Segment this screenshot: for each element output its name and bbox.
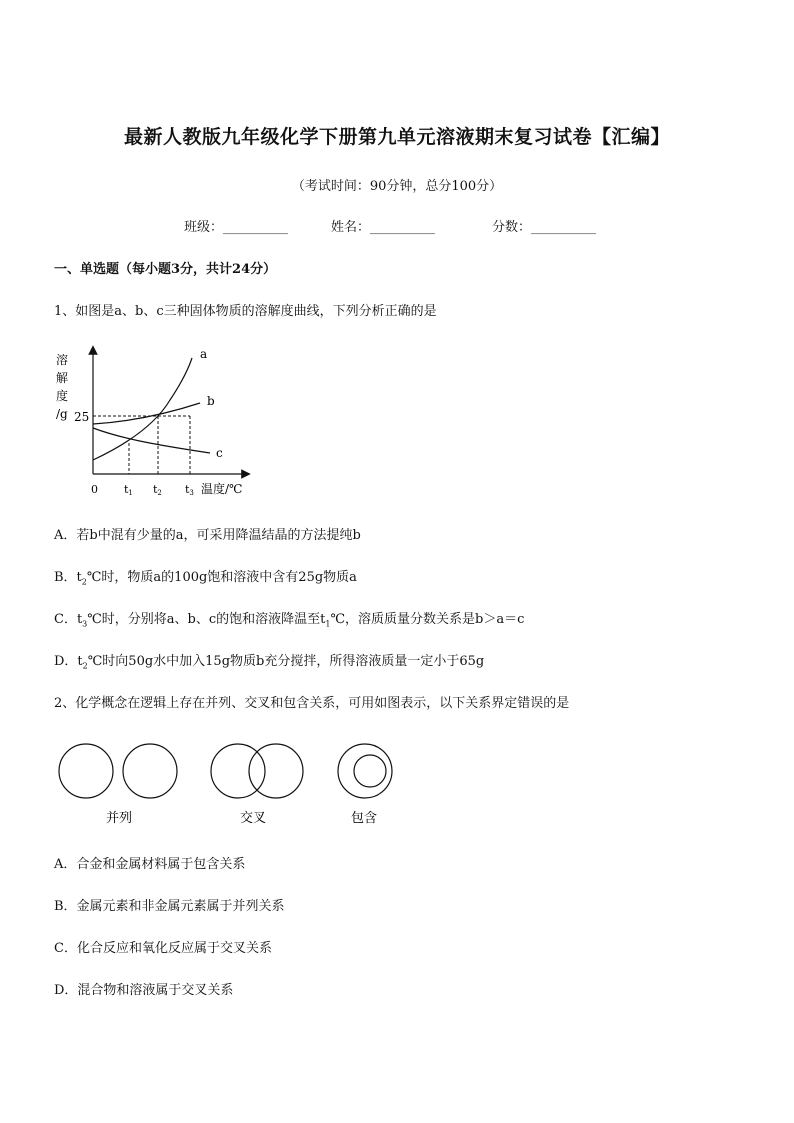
t3-label: t3 — [185, 483, 194, 497]
q1-option-c-sub: 3 — [82, 619, 88, 629]
name-field — [331, 216, 435, 235]
t2-label: t2 — [153, 483, 162, 497]
class-field — [184, 216, 288, 235]
q2-option-c: C．化合反应和氧化反应属于交叉关系 — [54, 941, 272, 956]
q1-option-b-pre: B．t — [54, 570, 82, 585]
label-cross: 交叉 — [240, 811, 267, 826]
q1-option-d — [54, 650, 484, 671]
q1-option-c-sub2: 1 — [325, 619, 331, 629]
contain-circle-inner — [354, 755, 386, 787]
q2-option-d: D．混合物和溶液属于交叉关系 — [54, 983, 234, 998]
y-label-3: 度 — [56, 389, 69, 403]
score-label: 分数： — [492, 220, 532, 235]
question-1-stem: 1、如图是a、b、c三种固体物质的溶解度曲线，下列分析正确的是 — [54, 304, 437, 319]
q1-option-a: A．若b中混有少量的a，可采用降温结晶的方法提纯b — [54, 528, 361, 543]
question-2-stem: 2、化学概念在逻辑上存在并列、交叉和包含关系，可用如图表示，以下关系界定错误的是 — [54, 696, 570, 711]
cross-circle-2 — [249, 744, 303, 798]
parallel-circle-1 — [59, 744, 113, 798]
label-parallel: 并列 — [106, 811, 133, 826]
q1-option-c-mid: ℃时，分别将a、b、c的饱和溶液降温至t — [87, 612, 326, 627]
label-contain: 包含 — [351, 811, 378, 826]
section-heading: 一、单选题（每小题3分，共计24分） — [54, 262, 277, 277]
parallel-circle-2 — [123, 744, 177, 798]
q1-option-b-post: ℃时，物质a的100g饱和溶液中含有25g物质a — [86, 570, 357, 585]
q2-option-a: A．合金和金属材料属于包含关系 — [54, 857, 246, 872]
curve-c — [93, 428, 210, 453]
class-blank: __________ — [223, 220, 289, 235]
origin-label: 0 — [91, 483, 98, 496]
curve-a — [93, 358, 192, 460]
x-axis-label: 温度/℃ — [201, 482, 243, 496]
q1-option-c-post: ℃，溶质质量分数关系是b＞a＝c — [330, 612, 525, 627]
name-label: 姓名： — [331, 220, 371, 235]
y-label-2: 解 — [56, 371, 69, 385]
contain-circle-outer — [338, 744, 392, 798]
y-label-4: /g — [56, 407, 68, 421]
solubility-graph — [50, 340, 260, 500]
label-c: c — [216, 446, 223, 460]
curve-b — [93, 403, 200, 424]
q1-option-c-pre: C．t — [54, 612, 83, 627]
score-field — [492, 216, 596, 235]
q1-option-d-sub: 2 — [82, 661, 88, 671]
relationship-diagram — [50, 735, 410, 830]
page-title: 最新人教版九年级化学下册第九单元溶液期末复习试卷【汇编】 — [123, 126, 670, 148]
name-blank: __________ — [370, 220, 436, 235]
label-b: b — [207, 394, 215, 408]
q1-option-b — [54, 566, 357, 587]
y-label-1: 溶 — [56, 353, 69, 367]
exam-info: （考试时间：90分钟，总分100分） — [291, 179, 503, 194]
class-label: 班级： — [184, 220, 224, 235]
label-a: a — [200, 347, 208, 361]
q2-option-b: B．金属元素和非金属元素属于并列关系 — [54, 899, 285, 914]
t1-label: t1 — [124, 483, 133, 497]
q1-option-d-pre: D．t — [54, 654, 83, 669]
score-blank: __________ — [531, 220, 597, 235]
y-tick-25: 25 — [74, 410, 90, 424]
q1-option-c — [54, 608, 524, 629]
q1-option-b-sub: 2 — [81, 577, 87, 587]
q1-option-d-post: ℃时向50g水中加入15g物质b充分搅拌，所得溶液质量一定小于65g — [87, 654, 485, 669]
